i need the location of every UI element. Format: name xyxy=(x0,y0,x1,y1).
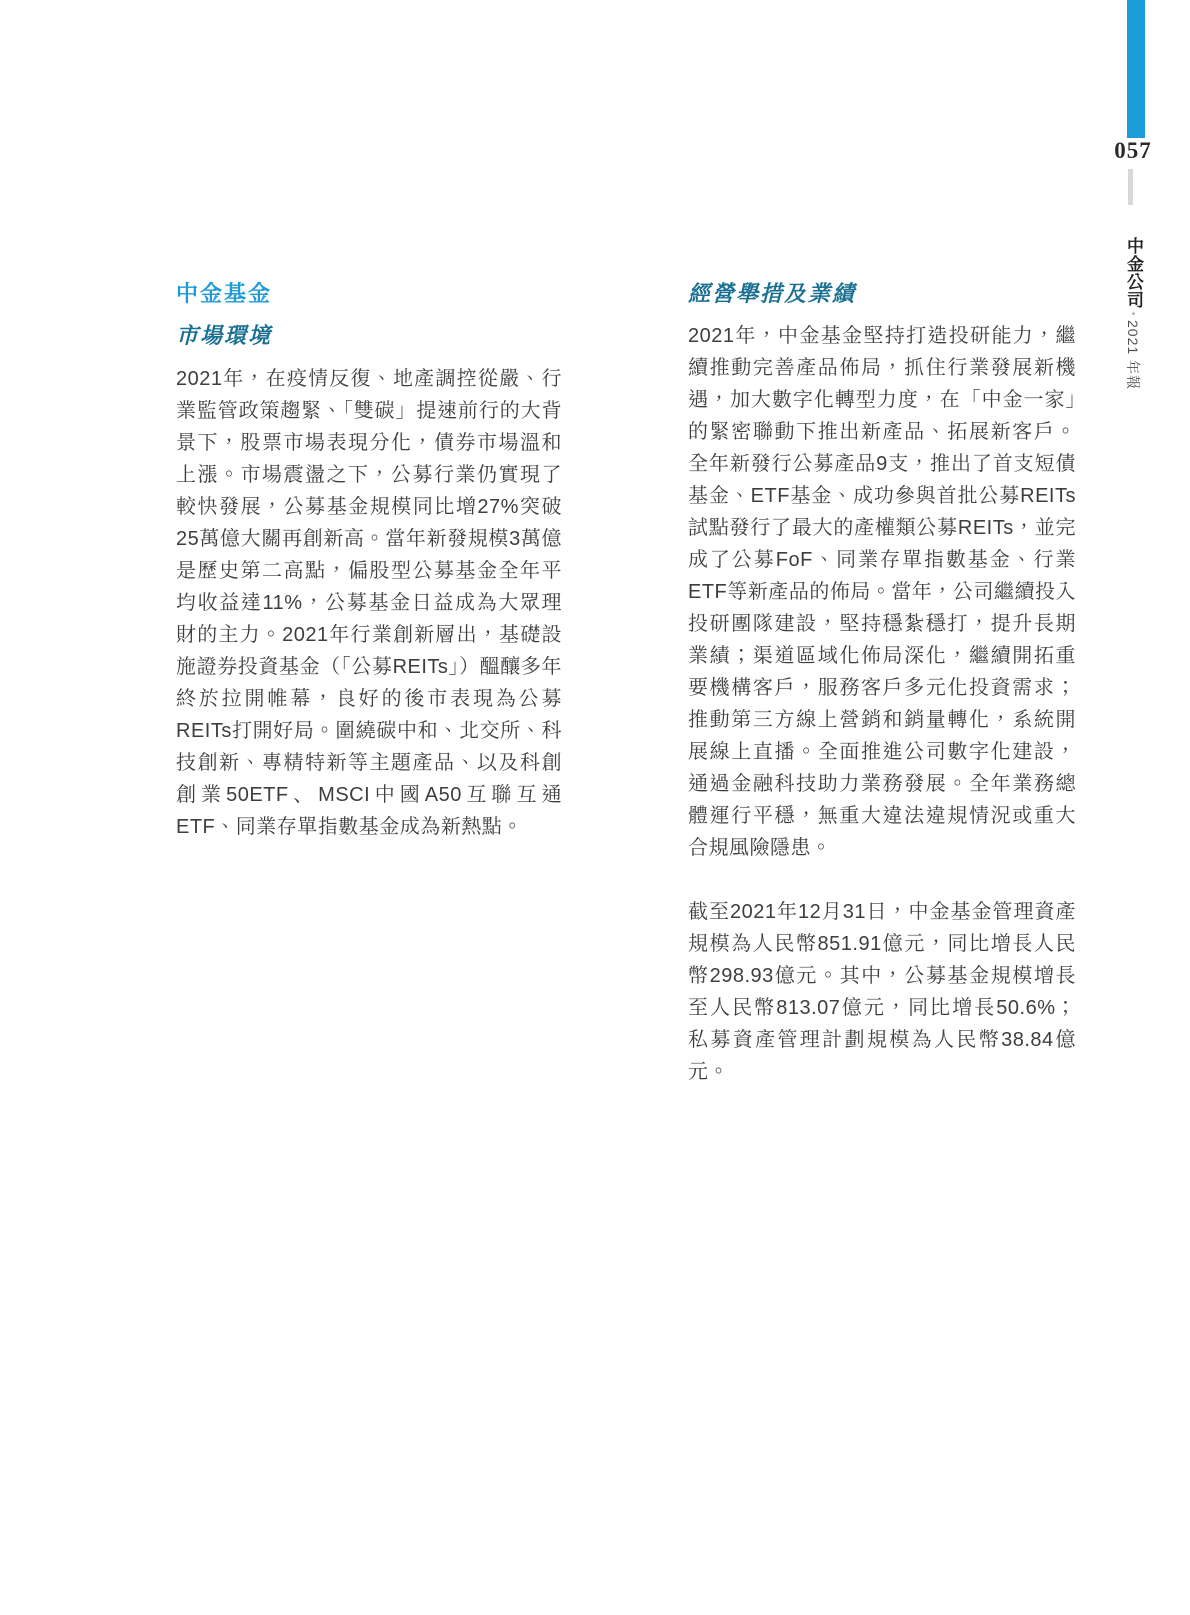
market-environment-paragraph: 2021年，在疫情反復、地產調控從嚴、行業監管政策趨緊、「雙碳」提速前行的大背景下，股票市場表現分化，債券市場溫和上漲。市場震盪之下，公募行業仍實現了較快發展，公募基金規模同比增27%突破25萬億大關再創新高。當年新發規模3萬億是歷史第二高點，偏股型公募基金全年平均收益達11%，公募基金日益成為大眾理財的主力。2021年行業創新層出，基礎設施證券投資基金（「公募REITs」）醞釀多年終於拉開帷幕，良好的後市表現為公募REITs打開好局。圍繞碳中和、北交所、科技創新、專精特新等主題產品、以及科創創業50ETF、MSCI中國A50互聯互通ETF、同業存單指數基金成為新熱點。 xyxy=(176,368,562,838)
page-number: 057 xyxy=(1114,138,1152,163)
aum-results-paragraph: 截至2021年12月31日，中金基金管理資產規模為人民幣851.91億元，同比增長人民幣298.93億元。其中，公募基金規模增長至人民幣813.07億元，同比增長50.6%；私募資產管理計劃規模為人民幣38.84億元。 xyxy=(688,901,1076,1083)
left-column xyxy=(176,281,562,843)
side-caption xyxy=(1119,237,1147,497)
side-bullet-separator: • xyxy=(1128,309,1139,320)
subsection-heading-market-environment: 市場環境 xyxy=(176,323,273,348)
section-heading-cicc-fund: 中金基金 xyxy=(176,281,273,306)
operations-paragraph: 2021年，中金基金堅持打造投研能力，繼續推動完善產品佈局，抓住行業發展新機遇，加大數字化轉型力度，在「中金一家」的緊密聯動下推出新產品、拓展新客戶。全年新發行公募產品9支，推出了首支短債基金、ETF基金、成功參與首批公募REITs試點發行了最大的產權類公募REITs，並完成了公募FoF、同業存單指數基金、行業ETF等新產品的佈局。當年，公司繼續投入投研團隊建設，堅持穩紮穩打，提升長期業績；渠道區域化佈局深化，繼續開拓重要機構客戶，服務客戶多元化投資需求；推動第三方線上營銷和銷量轉化，系統開展線上直播。全面推進公司數字化建設，通過金融科技助力業務發展。全年業務總體運行平穩，無重大違法違規情況或重大合規風險隱患。 xyxy=(688,325,1076,859)
accent-bar xyxy=(1127,0,1145,138)
subsection-heading-operations-results: 經營舉措及業績 xyxy=(688,281,857,306)
page-number-divider xyxy=(1128,169,1133,205)
side-company-name: 中金公司 xyxy=(1124,237,1143,309)
right-column xyxy=(688,281,1076,1088)
side-edition-label: 2021 年報 xyxy=(1125,320,1141,391)
